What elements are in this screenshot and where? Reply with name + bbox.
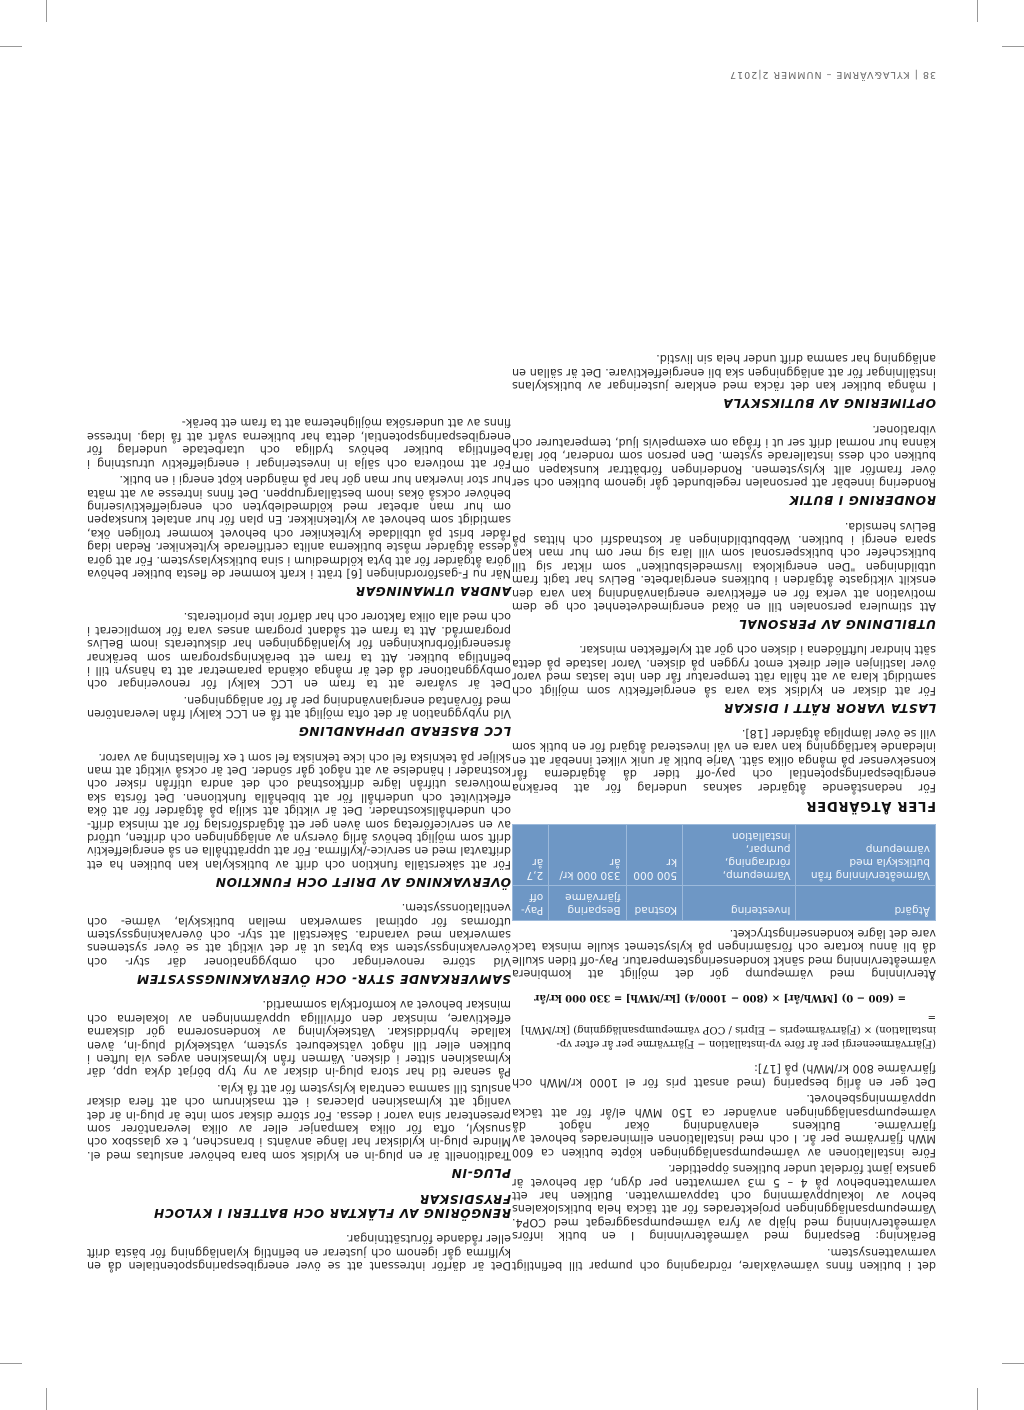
table-row xyxy=(513,824,936,885)
paragraph: I många butiker kan det räcka med enklare justeringar av butikskylans inställningar för att anläggningen ska bli energieffektivare. Det är sällan en anläggning har samma drift under hela sin livstid. xyxy=(512,352,936,393)
table-header: Åtgärd xyxy=(796,885,936,920)
paragraph: Traditionellt är en plug-in en kyldisk som bara behöver anslutas med el. Mindre plug-in kyldiskar har länge använts i branschen, t ex glassbox och snuskyl, ofta för olika kampanjer eller av olika leverantörer som presenterar sina varor i dessa. För större diskar som inte är plug-in är det vanligt att kylmaskinen placeras i ett maskinrum och att flera diskar ansluts till samma centrala kylsystem för att få kyla. xyxy=(87,1081,511,1162)
paragraph: Återvinning med värmepump gör det möjligt att kombinera värmeåtervinning med sänkt kondenseringstemperatur. Pay-off tiden skulle då bli ännu kortare och försämringen på kylsystemet skulle minska tack vare det lägre kondenseringstrycket. xyxy=(512,927,936,981)
table-header: Pay-off xyxy=(513,885,549,920)
paragraph: Före installationen av värmepumpsanläggningen köpte butiken ca 600 MWh fjärrvärme per år. I och med installationen eliminerades behovet av fjärrvärme. Butikens elanvändning ökar något då värmepumpsanläggningen använder ca 150 MWh el/år för att täcka uppvärmningsbehovet. xyxy=(512,1092,936,1159)
crop-mark xyxy=(1002,1363,1024,1364)
paragraph: När nu F-gasförordningen [6] trätt i kraft kommer de flesta butiker behöva göra åtgärder för att byta köldmedium i sina butikskylasystem. För att göra dessa åtgärder måste butikerna anlita certifierade kyltekniker. Redan idag råder brist på utbildade kyltekniker och behovet kommer troligen öka, samtidigt som behovet av kylteknikker. En plan för hur antalet kunskapen om hur man arbetar med köldmediebyten och energieffektivisering behöver också ökas inom beställargruppen. Det finns intresse av att mäta hur stor inverkan hur man gör har på mängden köpt energi i en butik. xyxy=(87,473,511,580)
table-cell: 330 000 kr/år xyxy=(549,824,626,885)
paragraph: det i butiken finns värmeväxlare, rördragning och pumpar till befintligt varmvattensystem. xyxy=(512,1245,936,1272)
paragraph: Att stimulera personalen till en ökad energimedvetenhet och ge dem motivation att verka för en effektivare energianvändning kan vara den enskilt viktigaste åtgärden i butikens energiarbete. BeLivs har tagit fram utbildningen "Den energikloka livsmedelsbutiken" som riktar sig till butikschefer och butikspersonal som vill lära sig mer om hur man kan spara energi i butiken. Webbutbildningen är kostnadsfri och hittas på BeLivs hemsida. xyxy=(512,519,936,613)
crop-mark xyxy=(1002,46,1024,47)
table-cell: 2,7 år xyxy=(513,824,549,885)
running-header: 38 | KYLA&VÄRME – NUMMER 2|2017 xyxy=(729,69,936,80)
paragraph: Beräkning: Besparing med värmeåtervinning I en butik införs värmeåtervinning med hjälp av fyra värmepumpsaggregat med COP4. Värmepumpsanläggningen projekterades för att täcka hela butikslokalens behov av lokaluppvärmning och tappvarmvatten. Butiken har ett varmvattenbehov på 4 – 5 m3 varmvatten per dygn, där behovet är ganska jämt fördelat under butikens öppettider. xyxy=(512,1162,936,1243)
paragraph: För att motivera och sälja in investeringar i energieffektiv utrustning i befintliga butiker behövs tydliga och utarbetade underlag för energibesparingspotential, detta har butikerna svårt att få idag. Intresse finns av att undersöka möjligheterna att ta fram ett beräk- xyxy=(87,416,511,470)
paragraph: Det är därför intressant att se över energibesparingspotentialen då en kylfirma går igenom och justerar en befintlig kylanläggning för bästa drift eller rådande förutsättningar. xyxy=(87,1232,511,1272)
table-header: Besparing fjärrvärme xyxy=(549,885,626,920)
paragraph: Vid större renoveringar och ombyggnationer där styr- och övervakningssystem ska bytas ut är det viktigt att se över systemens samverkan med varandra. Säkerställ att styr- och övervakningssystem utformas för optimal samverkan mellan butikskyla, värme- och ventilationssystem. xyxy=(87,901,511,968)
crop-mark xyxy=(0,1363,22,1364)
paragraph: Vid nybyggnation är det ofta möjligt att få en LCC kalkyl från leverantören med förväntad energianvändning per år för anläggningen. xyxy=(87,693,511,721)
table-cell: Värmeåtervinning från butikskyla med värmepump xyxy=(796,824,936,885)
paragraph: Det är svårare att ta fram en LCC kalkyl för renoveringar och ombyggnationer då det är många okända parametrar att ta hänsyn till i befintliga butiker. Att ta fram ett beräkningsprogram som beräknar årsenergiförbrukningen för kylanläggningen har diskuterats inom BeLivs programråd. Att ta fram ett sådant program anses vara för komplicerat i och med alla olika faktorer och har därför inte prioriterats. xyxy=(87,610,511,691)
paragraph: Det ger en årlig besparing (med ansatt pris för el 1000 kr/MWh och fjärrvärme 800 kr/MWh) på [17]: xyxy=(512,1062,936,1089)
paragraph: Rondering innebär att personalen regelbundet går igenom butiken och ser över framför allt kylsystemen. Ronderingen förbättrar kunskapen om butiken och dess installerade system. Den person som ronderar, bör lära känna hur normal drift ser ut i fråga om exempelvis ljud, temperaturer och vibrationer. xyxy=(512,422,936,490)
section-heading: OPTIMERING AV BUTIKSKYLA xyxy=(722,396,936,411)
paragraph: För att säkerställa funktion och drift av butikskylan kan butiken ha ett driftavtal med en service-/kylfirma. För att upprätthålla en så energieffektiv drift som möjligt behövs årlig översyn av anläggningen och driften, utförd av en serviceföretag som även ger ett åtgärdsförslag för att minska drift- och underhållskostnader. Det är viktigt att skilja på åtgärder för att öka effektivitet och underhåll för att bibehålla funktionen. Det första ska motiveras utifrån lägre driftkostnad och det andra utifrån risker och kostnader i händelse av att något går sönder. Det är också viktigt att man skiljer på tekniska fel och icke tekniska fel som t ex felinlastning av varor. xyxy=(87,750,511,871)
section-heading: PLUG-IN xyxy=(451,1165,511,1180)
crop-mark xyxy=(977,1388,978,1410)
table-header: Kostnad xyxy=(626,885,682,920)
crop-mark xyxy=(46,1388,47,1410)
paragraph: För nedanstående åtgärder saknas underlag för att beräkna energibesparingspotential och pay-off tider då åtgärderna får konsekvenser på många olika sätt. Varje butik är unik vilket innebär att en inledande kartläggning kan vara en väl investerad åtgärd för en butik som vill se över lämpliga åtgärder [18]. xyxy=(512,727,936,794)
section-heading: LASTA VAROR RÄTT I DISKAR xyxy=(723,700,936,715)
crop-mark xyxy=(977,0,978,22)
crop-mark xyxy=(46,0,47,22)
table-cell: Värmepump, rördragning, pumpar, installation xyxy=(683,824,796,885)
paragraph: För att diskar en kyldisk ska vara så energieffektiv som möjligt och samtidigt klara av att hålla rätt temperatur får den inte lastas med varor över lastlinjen eller direkt emot ryggen på disken. Varor lastade på detta sätt hindrar luftflödena i disken och gör att kyleffekten minskar. xyxy=(512,643,936,697)
payoff-table xyxy=(512,824,936,921)
right-column xyxy=(87,413,511,1272)
section-heading: RONDERING I BUTIK xyxy=(788,493,936,508)
section-heading: UTBILDNING AV PERSONAL xyxy=(738,617,936,631)
section-heading: ANDRA UTMANINGAR xyxy=(355,583,511,598)
table-cell: 500 000 kr xyxy=(626,824,682,885)
crop-mark xyxy=(0,46,22,47)
section-heading: LCC BASERAD UPPHANDLING xyxy=(298,724,511,739)
formula-line: (Fjärrvärmeenergi per år före vp-installation − Fjärrvärme per år efter vp-installation) × (Fjärrvärmepris − Elpris / COP värmepumpsanläggning) [kr/MWh] = xyxy=(521,1011,936,1049)
section-heading: FLER ÅTGÄRDER xyxy=(805,797,936,813)
savings-formula xyxy=(512,990,936,1050)
paragraph: På senare tid har stora plug-in diskar av ny typ börjat dyka upp, där kylmaskinen sitter i disken. Värmen från kylmaskinen avges via luften i butiken eller till något vätskeburet system, vätskekyld plug-in, även kallade hybriddiskar. Vätskekylning av kondensorerna gör diskarna effektivare, minskar den ofrivilliga uppvärmningen av lokalerna och minskar behovet av komfortkyla sommartid. xyxy=(87,998,511,1079)
section-heading: RENGÖRING AV FLÄKTAR OCH BATTERI I KYLOCH FRYSDISKAR xyxy=(153,1191,511,1220)
section-heading: SAMVERKANDE STYR- OCH ÖVERVAKNINGSSYSTEM xyxy=(136,971,511,986)
formula-line: = (600 − 0) [MWh/år] × (800 − 1000/4) [kr/MWh] = 330 000 kr/år xyxy=(534,991,906,1003)
table-header: Investering xyxy=(683,885,796,920)
section-heading: ÖVERVAKNING AV DRIFT OCH FUNKTION xyxy=(215,874,511,889)
left-column xyxy=(512,349,936,1272)
table-header-row xyxy=(513,885,936,920)
